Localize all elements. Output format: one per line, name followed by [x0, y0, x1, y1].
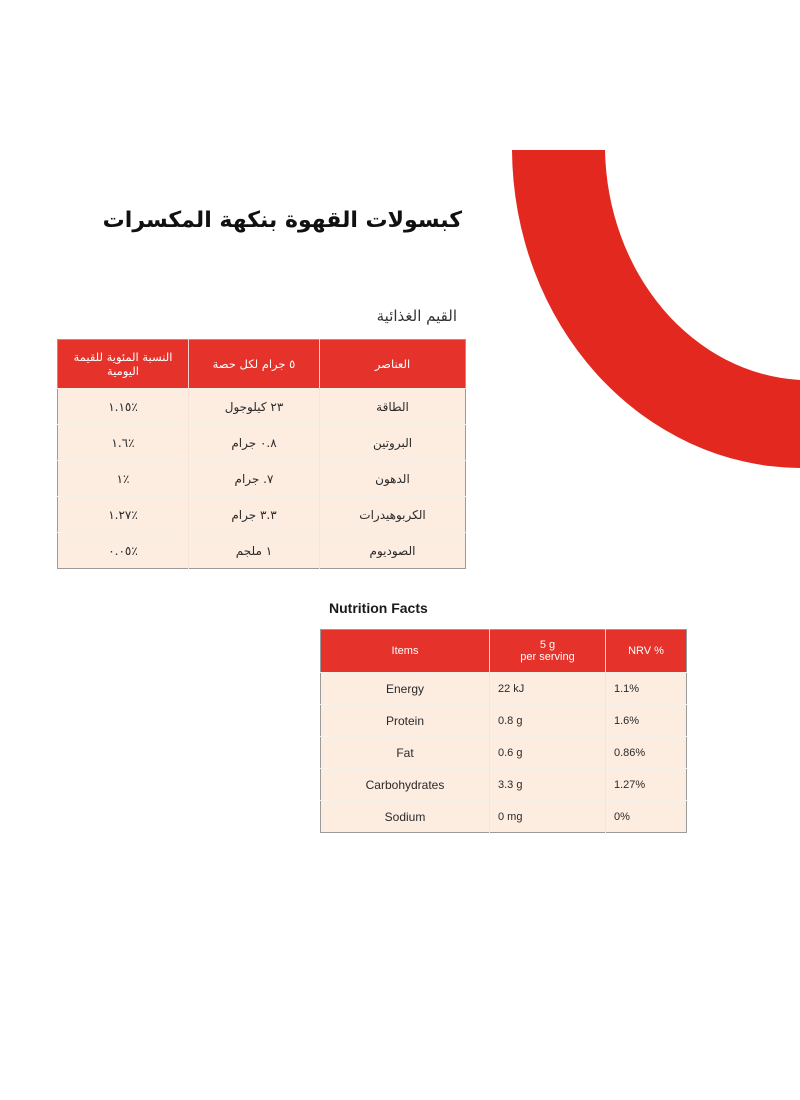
table-row — [58, 425, 466, 461]
row-percent: 1.6% — [606, 705, 687, 737]
row-item: الكربوهيدرات — [320, 497, 466, 533]
row-amount: ٠.٨ جرام — [189, 425, 320, 461]
row-percent: ٪١.٢٧ — [58, 497, 189, 533]
column-header-items: Items — [321, 630, 490, 673]
row-amount: ٧. جرام — [189, 461, 320, 497]
table-row — [321, 705, 687, 737]
product-title: كبسولات القهوة بنكهة المكسرات — [102, 208, 462, 233]
row-item: الدهون — [320, 461, 466, 497]
row-percent: ٪٠.٠٥ — [58, 533, 189, 569]
row-percent: ٪١.٦ — [58, 425, 189, 461]
row-percent: 1.1% — [606, 673, 687, 705]
row-percent: ٪١ — [58, 461, 189, 497]
row-item: الطاقة — [320, 389, 466, 425]
row-amount: ٣.٣ جرام — [189, 497, 320, 533]
english-nutrition-heading: Nutrition Facts — [329, 600, 428, 616]
english-nutrition-table — [320, 629, 687, 833]
row-item: Carbohydrates — [321, 769, 490, 801]
arabic-nutrition-heading: القيم الغذائية — [376, 307, 457, 325]
row-percent: 0% — [606, 801, 687, 833]
row-item: Sodium — [321, 801, 490, 833]
table-row — [58, 461, 466, 497]
row-amount: ١ ملجم — [189, 533, 320, 569]
column-header-per-serving: ٥ جرام لكل حصة — [189, 340, 320, 389]
row-amount: 0.8 g — [490, 705, 606, 737]
table-row — [58, 389, 466, 425]
row-amount: 0.6 g — [490, 737, 606, 769]
row-item: الصوديوم — [320, 533, 466, 569]
row-amount: 0 mg — [490, 801, 606, 833]
row-item: Fat — [321, 737, 490, 769]
table-row — [321, 801, 687, 833]
row-item: Protein — [321, 705, 490, 737]
table-row — [321, 737, 687, 769]
row-item: البروتين — [320, 425, 466, 461]
row-percent: ٪١.١٥ — [58, 389, 189, 425]
row-amount: ٢٣ كيلوجول — [189, 389, 320, 425]
column-header-per-serving: 5 g per serving — [490, 630, 606, 673]
decorative-red-arc — [512, 150, 800, 468]
row-percent: 1.27% — [606, 769, 687, 801]
column-header-percent: النسبة المئوية للقيمة اليومية — [58, 340, 189, 389]
row-amount: 3.3 g — [490, 769, 606, 801]
table-header-row — [58, 340, 466, 389]
column-header-nrv: NRV % — [606, 630, 687, 673]
column-header-items: العناصر — [320, 340, 466, 389]
table-header-row — [321, 630, 687, 673]
table-row — [321, 673, 687, 705]
row-percent: 0.86% — [606, 737, 687, 769]
table-row — [58, 497, 466, 533]
table-row — [58, 533, 466, 569]
row-item: Energy — [321, 673, 490, 705]
table-row — [321, 769, 687, 801]
row-amount: 22 kJ — [490, 673, 606, 705]
arabic-nutrition-table — [57, 339, 466, 569]
